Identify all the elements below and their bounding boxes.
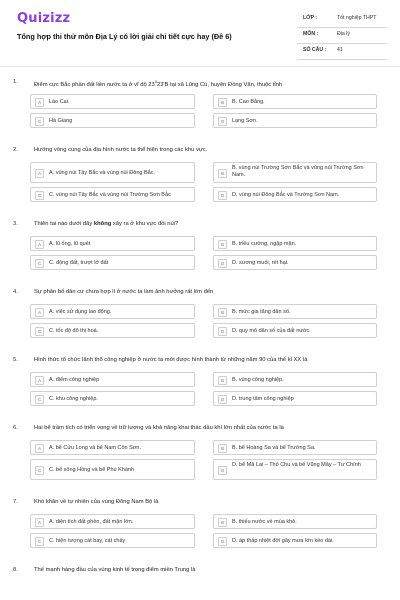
quizizz-logo[interactable]: Quizizz xyxy=(17,11,71,26)
option-letter-badge: D xyxy=(218,191,227,200)
option-letter-badge: C xyxy=(35,537,44,546)
meta-label: MÔN : xyxy=(303,31,319,37)
option-text: A. việc sử dụng lao động. xyxy=(49,308,112,315)
option-text: D. quy mô dân số của đất nước. xyxy=(232,327,311,334)
meta-row-subject xyxy=(297,28,387,44)
option-letter-badge: D xyxy=(218,395,227,404)
option-letter-badge: C xyxy=(35,395,44,404)
option-text: D. áp thấp nhiệt đới gây mưa lớn kéo dài. xyxy=(232,537,334,544)
option-letter-badge: B xyxy=(218,308,227,317)
answer-option-a[interactable] xyxy=(30,304,195,319)
answer-option-d[interactable] xyxy=(213,323,377,338)
option-letter-badge: D xyxy=(218,466,227,475)
option-text: B. thiếu nước về mùa khô. xyxy=(232,518,297,525)
question-item xyxy=(0,284,400,352)
option-letter-badge: A xyxy=(35,376,44,385)
option-letter-badge: B xyxy=(218,444,227,453)
option-text: Hà Giang xyxy=(49,117,73,124)
question-list xyxy=(0,74,400,582)
option-text: A. lũ ống, lũ quét xyxy=(49,240,91,247)
option-text: Lào Cai. xyxy=(49,98,70,105)
option-letter-badge: A xyxy=(35,518,44,527)
question-text: Thiên tai nào dưới đây không xảy ra ở khu vực đồi núi? xyxy=(34,221,179,227)
answer-option-a[interactable] xyxy=(30,372,195,387)
answer-option-d[interactable] xyxy=(213,391,377,406)
option-text: D. sương muối, rét hại. xyxy=(232,259,289,266)
option-letter-badge: C xyxy=(35,117,44,126)
option-letter-badge: B xyxy=(218,169,227,178)
meta-row-class xyxy=(297,12,387,28)
question-number: 7. xyxy=(13,499,18,505)
option-letter-badge: D xyxy=(218,327,227,336)
option-letter-badge: C xyxy=(35,466,44,475)
option-text: B. vùng công nghiệp. xyxy=(232,376,284,383)
option-text: Lạng Sơn. xyxy=(232,117,258,124)
question-text: Khó khăn về tự nhiên của vùng Đông Nam Bộ là xyxy=(34,499,159,505)
answer-option-a[interactable] xyxy=(30,94,195,109)
option-letter-badge: C xyxy=(35,327,44,336)
option-text: B. vùng núi Trường Sơn Bắc và vùng núi Trường Sơn Nam. xyxy=(232,165,364,178)
question-text: Hai bể trầm tích có triển vọng về trữ lượng và khả năng khai thác dầu khí lớn nhất của nước ta là xyxy=(34,425,284,431)
option-letter-badge: A xyxy=(35,98,44,107)
question-number: 8. xyxy=(13,567,18,573)
question-number: 2. xyxy=(13,147,18,153)
answer-option-d[interactable] xyxy=(213,113,377,128)
option-text: B. mức gia tăng dân số. xyxy=(232,308,291,315)
question-number: 6. xyxy=(13,425,18,431)
answer-option-a[interactable] xyxy=(30,236,195,251)
answer-option-c[interactable] xyxy=(30,391,195,406)
question-number: 4. xyxy=(13,289,18,295)
page-header xyxy=(0,0,400,58)
option-text: A. diện tích đất phèn, đất mặn lớn. xyxy=(49,518,134,525)
answer-option-c[interactable] xyxy=(30,113,195,128)
answer-option-d[interactable] xyxy=(213,255,377,270)
option-text: C. bể sông Hồng và bể Phú Khánh xyxy=(49,467,135,473)
option-letter-badge: A xyxy=(35,444,44,453)
option-text: B. Cao Bằng. xyxy=(232,98,265,105)
question-item xyxy=(0,74,400,142)
option-text: C. tốc độ đô thị hoá. xyxy=(49,327,99,334)
option-text: C. hiện tượng cát bay, cát chảy xyxy=(49,537,126,544)
question-text: Điểm cực Bắc phần đất liền nước ta ở vĩ độ $23^023'B$ tại xã Lũng Cú, huyện Đồng Văn, thuộc tỉnh xyxy=(34,79,283,88)
option-letter-badge: B xyxy=(218,98,227,107)
question-number: 1. xyxy=(13,79,18,85)
answer-option-b[interactable] xyxy=(213,440,377,455)
question-number: 3. xyxy=(13,221,18,227)
quiz-meta-table xyxy=(297,12,387,60)
question-item xyxy=(0,142,400,216)
answer-option-b[interactable] xyxy=(213,162,377,183)
question-item xyxy=(0,562,400,582)
meta-value: 41 xyxy=(337,47,343,53)
option-text: C. động đất, trượt lở đất xyxy=(49,259,109,266)
answer-option-c[interactable] xyxy=(30,533,195,548)
question-text: Sự phân bố dân cư chưa hợp lí ở nước ta làm ảnh hưởng rất lớn đến xyxy=(34,289,214,295)
option-text: D. trung tâm công nghiệp xyxy=(232,395,294,402)
answer-option-a[interactable] xyxy=(30,162,195,183)
option-text: C. vùng núi Tây Bắc và vùng núi Trường Sơn Bắc xyxy=(49,191,171,198)
option-letter-badge: B xyxy=(218,240,227,249)
meta-value: Địa lý xyxy=(337,31,350,37)
question-item xyxy=(0,216,400,284)
answer-option-b[interactable] xyxy=(213,304,377,319)
meta-row-question-count xyxy=(297,44,387,60)
answer-option-d[interactable] xyxy=(213,533,377,548)
answer-option-b[interactable] xyxy=(213,514,377,529)
answer-option-c[interactable] xyxy=(30,323,195,338)
option-text: A. vùng núi Tây Bắc và vùng núi Đông Bắc. xyxy=(49,170,155,176)
answer-option-b[interactable] xyxy=(213,94,377,109)
option-letter-badge: A xyxy=(35,169,44,178)
question-text: Hướng vòng cung của địa hình nước ta thể hiện trong các khu vực. xyxy=(34,147,208,153)
answer-option-d[interactable] xyxy=(213,459,377,480)
header-divider xyxy=(0,66,400,67)
question-number: 5. xyxy=(13,357,18,363)
option-letter-badge: D xyxy=(218,117,227,126)
question-text: Thế mạnh hàng đầu của vùng kinh tế trọng điểm miền Trung là xyxy=(34,567,196,573)
question-text: Hình thức tổ chức lãnh thổ công nghiệp ở nước ta mới được hình thành từ những năm 90 của thế kỉ XX là xyxy=(34,357,308,363)
meta-value: Tốt nghiệp THPT xyxy=(337,15,377,21)
option-text: B. triều cường, ngập mặn. xyxy=(232,240,297,247)
option-letter-badge: C xyxy=(35,259,44,268)
option-letter-badge: D xyxy=(218,537,227,546)
option-letter-badge: B xyxy=(218,376,227,385)
option-text: A. bể Cửu Long và bể Nam Côn Sơn. xyxy=(49,444,141,451)
answer-option-d[interactable] xyxy=(213,187,377,202)
answer-option-b[interactable] xyxy=(213,372,377,387)
answer-option-c[interactable] xyxy=(30,459,195,480)
answer-option-a[interactable] xyxy=(30,514,195,529)
option-text: B. bể Hoàng Sa và bể Trường Sa. xyxy=(232,444,316,451)
option-text: C. khu công nghiệp. xyxy=(49,395,98,402)
option-letter-badge: B xyxy=(218,518,227,527)
page-title: Tổng hợp thi thử môn Địa Lý có lời giải chi tiết cực hay (Đề 6) xyxy=(17,32,232,41)
meta-label: LỚP : xyxy=(303,15,318,21)
question-item xyxy=(0,420,400,494)
option-letter-badge: C xyxy=(35,191,44,200)
answer-option-b[interactable] xyxy=(213,236,377,251)
option-letter-badge: A xyxy=(35,308,44,317)
answer-option-a[interactable] xyxy=(30,440,195,455)
option-letter-badge: D xyxy=(218,259,227,268)
answer-option-c[interactable] xyxy=(30,187,195,202)
question-item xyxy=(0,352,400,420)
option-text: D. vùng núi Đông Bắc và Trường Sơn Nam. xyxy=(232,191,340,198)
meta-label: SỐ CÂU : xyxy=(303,47,327,53)
question-item xyxy=(0,494,400,562)
answer-option-c[interactable] xyxy=(30,255,195,270)
option-letter-badge: A xyxy=(35,240,44,249)
option-text: D. bể Mã Lai – Thổ Chu và bể Vũng Mây – Tư Chính xyxy=(232,462,361,468)
option-text: A. điểm công nghiệp xyxy=(49,376,100,383)
